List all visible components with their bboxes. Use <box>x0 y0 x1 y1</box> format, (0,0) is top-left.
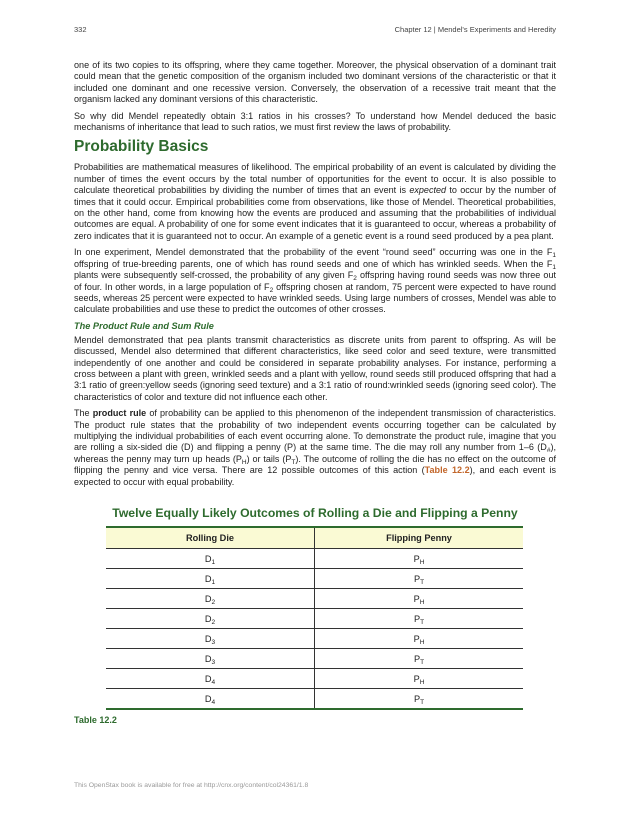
section-heading: Probability Basics <box>74 138 209 156</box>
penny-cell: $P_H$ <box>315 669 524 689</box>
die-cell: $D_4$ <box>106 689 315 710</box>
page-content <box>74 60 556 725</box>
penny-cell: $P_H$ <box>315 549 524 569</box>
table-row <box>106 549 523 569</box>
table-row <box>106 689 523 710</box>
penny-cell: $P_T$ <box>315 689 524 710</box>
table-row <box>106 669 523 689</box>
table-reference-link[interactable]: Table 12.2 <box>424 465 470 476</box>
die-cell: $D_1$ <box>106 549 315 569</box>
paragraph-experiment: In one experiment, Mendel demonstrated that the probability of the event “round seed” occurring was one in the $F_1$ offspring of true-breeding parents, one of which has round seeds and one of which has wrinkled seeds. When the $F_1$ plants were subsequently self-crossed, the probability of any given $F_2$ offspring having round seeds was now three out of four. In other words, in a large population of $F_2$ offspring chosen at random, 75 percent were expected to have round seeds, whereas 25 percent were expected to have wrinkled seeds. Using large numbers of crosses, Mendel was able to calculate probabilities and use these to predict the outcomes of other crosses. <box>74 247 556 315</box>
chapter-title: Chapter 12 | Mendel's Experiments and Heredity <box>394 25 556 34</box>
table-header-row <box>106 527 523 549</box>
die-cell: $D_2$ <box>106 609 315 629</box>
subsection-heading: The Product Rule and Sum Rule <box>74 320 214 331</box>
paragraph: one of its two copies to its offspring, where they came together. Moreover, the physical observation of a dominant trait could mean that the genetic composition of the organism included two dominant versions of the characteristic or that it included one dominant and one recessive version. Conversely, the observation of a recessive trait meant that the organism lacked any dominant versions of this characteristic. <box>74 60 556 105</box>
table-row <box>106 649 523 669</box>
paragraph-probabilities: Probabilities are mathematical measures of likelihood. The empirical probability of an event is calculated by dividing the number of times the event occurs by the total number of opportunities for the event to occur. It is also possible to calculate theoretical probabilities by dividing the number of times that an event is expected to occur by the number of times that it could occur. Empirical probabilities come from observations, like those of Mendel. Theoretical probabilities, on the other hand, come from knowing how the events are produced and assuming that the probabilities of individual outcomes are equal. A probability of one for some event indicates that it is guaranteed to occur, whereas a probability of zero indicates that it is guaranteed not to occur. An example of a genetic event is a round seed produced by a pea plant. <box>74 162 556 241</box>
table-row <box>106 589 523 609</box>
die-cell: $D_2$ <box>106 589 315 609</box>
page-number: 332 <box>74 25 87 34</box>
penny-cell: $P_H$ <box>315 629 524 649</box>
column-header: Rolling Die <box>106 527 315 549</box>
penny-cell: $P_T$ <box>315 649 524 669</box>
die-cell: $D_1$ <box>106 569 315 589</box>
penny-cell: $P_T$ <box>315 609 524 629</box>
page-footer: This OpenStax book is available for free at http://cnx.org/content/col24361/1.8 <box>74 782 309 789</box>
table-row <box>106 569 523 589</box>
paragraph: Mendel demonstrated that pea plants transmit characteristics as discrete units from parent to offspring. As will be discussed, Mendel also determined that different characteristics, like seed color and seed texture, were transmitted independently of one another and could be considered in separate probability analyses. For instance, performing a cross between a plant with green, wrinkled seeds and a plant with yellow, round seeds still produced offspring that had a 3:1 ratio of green:yellow seeds (ignoring seed texture) and a 3:1 ratio of round:wrinkled seeds (ignoring seed color). The characteristics of color and texture did not influence each other. <box>74 334 556 402</box>
penny-cell: $P_T$ <box>315 569 524 589</box>
outcomes-table <box>106 526 523 710</box>
die-cell: $D_3$ <box>106 629 315 649</box>
table-caption: Table 12.2 <box>74 715 117 725</box>
penny-cell: $P_H$ <box>315 589 524 609</box>
table-row <box>106 609 523 629</box>
die-cell: $D_4$ <box>106 669 315 689</box>
table-title: Twelve Equally Likely Outcomes of Rolling a Die and Flipping a Penny <box>112 506 518 520</box>
page-header <box>74 25 556 34</box>
die-cell: $D_3$ <box>106 649 315 669</box>
table-row <box>106 629 523 649</box>
paragraph: So why did Mendel repeatedly obtain 3:1 ratios in his crosses? To understand how Mendel deduced the basic mechanisms of inheritance that lead to such ratios, we must first review the laws of probability. <box>74 110 556 133</box>
paragraph-product-rule: The product rule of probability can be applied to this phenomenon of the independent transmission of characteristics. The product rule states that the probability of two independent events occurring together can be calculated by multiplying the individual probabilities of each event occurring alone. To demonstrate the product rule, imagine that you are rolling a six-sided die (D) and flipping a penny (P) at the same time. The die may roll any number from 1–6 $(D_{\#})$, whereas the penny may turn up heads $(P_H)$ or tails $(P_T)$. The outcome of rolling the die has no effect on the outcome of flipping the penny and vice versa. There are 12 possible outcomes of this action (Table 12.2), and each event is expected to occur with equal probability. <box>74 408 557 487</box>
column-header: Flipping Penny <box>315 527 524 549</box>
